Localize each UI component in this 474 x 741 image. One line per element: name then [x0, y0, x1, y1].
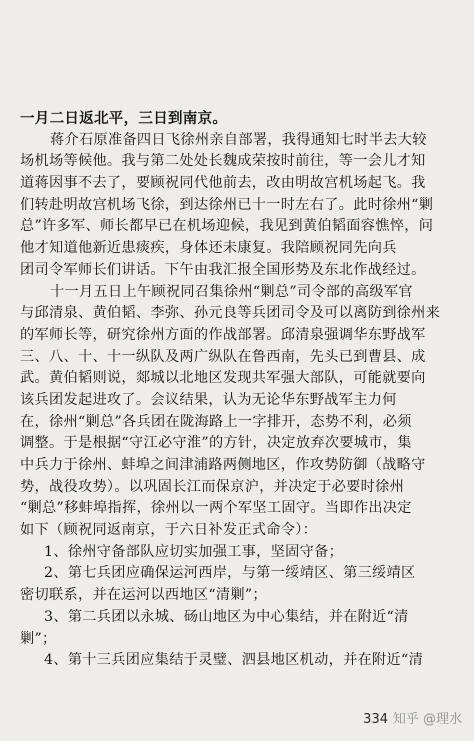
text-line: 剿”； — [20, 630, 57, 647]
text-line-heading: 一月二日返北平，三日到南京。 — [20, 110, 228, 127]
text-line: 的军师长等，研究徐州方面的作战部署。邱清泉强调华东野战军 — [20, 326, 426, 343]
text-line: 蒋介石原准备四日飞徐州亲自部署，我得通知七时半去大较 — [50, 131, 427, 148]
text-line: “剿总”移蚌埠指挥，徐州以一两个军坚工固守。当即作出决定 — [20, 500, 412, 517]
text-line: 场机场等候他。我与第二处处长魏成荣按时前往，等一会儿才知 — [20, 153, 426, 170]
numbered-item: 1、徐州守备部队应切实加强工事，坚固守备； — [44, 543, 344, 560]
text-line: 与邱清泉、黄伯韬、李弥、孙元良等兵团司令及可以离防到徐州来 — [20, 305, 441, 322]
text-line: 总”许多军、师长都早已在机场迎候，我见到黄伯韬面容憔悴，问 — [20, 218, 434, 235]
numbered-item: 4、第十三兵团应集结于灵璧、泗县地区机动，并在附近“清 — [44, 652, 424, 669]
text-line: 他才知道他新近患痰疾，身体还未康复。我陪顾祝同先向兵 — [20, 240, 397, 257]
text-line: 该兵团发起进攻了。会议结果，认为无论华东野战军主力何 — [20, 391, 397, 408]
text-line: 中兵力于徐州、蚌埠之间津浦路两侧地区，作攻势防御（战略守 — [20, 457, 426, 473]
watermark: 知乎 @理水 — [392, 712, 462, 727]
numbered-item: 3、第二兵团以永城、砀山地区为中心集结，并在附近“清 — [44, 608, 409, 625]
text-line: 调整。于是根据“守江必守淮”的方针，决定放弃次要城市，集 — [20, 435, 412, 452]
text-line: 们转赴明故宫机场飞徐，到达徐州已十一时左右了。此时徐州“剿 — [20, 196, 434, 213]
page-number: 334 — [363, 712, 388, 727]
text-line: 在，徐州“剿总”各兵团在陇海路上一字排开，态势不利，必须 — [20, 413, 412, 430]
text-line: 团司令军师长们讲话。下午由我汇报全国形势及东北作战经过。 — [20, 261, 426, 278]
body-text — [20, 108, 460, 672]
text-line: 十一月五日上午顾祝同召集徐州“剿总”司令部的高级军官 — [50, 283, 413, 300]
text-line: 势，战役攻势）。以巩固长江而保京沪，并决定于必要时徐州 — [20, 478, 405, 495]
text-line: 如下（顾祝同返南京，于六日补发正式命令）： — [20, 522, 318, 539]
text-line: 三、八、十、十一纵队及两广纵队在鲁西南，先头已到曹县、成 — [20, 348, 426, 365]
text-line: 武。黄伯韬则说，郯城以北地区发现共军强大部队，可能就要向 — [20, 370, 426, 387]
text-line: 密切联系，并在运河以西地区“清剿”； — [20, 587, 267, 604]
text-line: 道蒋因事不去了，要顾祝同代他前去，改由明故宫机场起飞。我 — [20, 175, 426, 192]
numbered-item: 2、第七兵团应确保运河西岸，与第一绥靖区、第三绥靖区 — [44, 565, 416, 582]
